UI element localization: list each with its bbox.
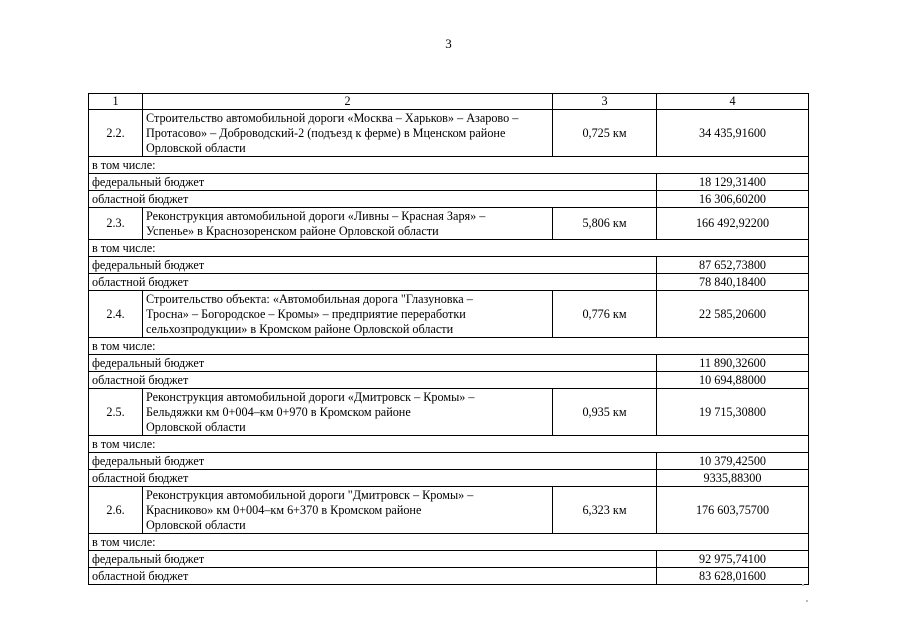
scan-speck	[802, 584, 804, 586]
project-length: 0,776 км	[553, 291, 657, 338]
federal-budget-row	[89, 551, 809, 568]
regional-budget-amount: 78 840,18400	[657, 274, 809, 291]
including-row	[89, 338, 809, 355]
federal-budget-amount: 18 129,31400	[657, 174, 809, 191]
project-amount: 19 715,30800	[657, 389, 809, 436]
description-line: Протасово» – Доброводский-2 (подъезд к ферме) в Мценском районе	[146, 125, 506, 140]
federal-budget-row	[89, 257, 809, 274]
project-number: 2.2.	[89, 110, 143, 157]
federal-budget-label: федеральный бюджет	[89, 257, 657, 274]
including-label: в том числе:	[89, 338, 809, 355]
regional-budget-row	[89, 274, 809, 291]
regional-budget-row	[89, 191, 809, 208]
project-amount: 22 585,20600	[657, 291, 809, 338]
project-description	[143, 487, 553, 534]
description-line: Орловской области	[146, 517, 246, 532]
federal-budget-label: федеральный бюджет	[89, 453, 657, 470]
including-label: в том числе:	[89, 240, 809, 257]
regional-budget-row	[89, 372, 809, 389]
project-number: 2.3.	[89, 208, 143, 240]
federal-budget-label: федеральный бюджет	[89, 174, 657, 191]
federal-budget-label: федеральный бюджет	[89, 551, 657, 568]
regional-budget-label: областной бюджет	[89, 191, 657, 208]
description-line: Тросна» – Богородское – Кромы» – предприятие переработки	[146, 306, 466, 321]
description-line: Бельдяжки км 0+004–км 0+970 в Кромском районе	[146, 404, 411, 419]
project-row	[89, 487, 809, 534]
regional-budget-label: областной бюджет	[89, 568, 657, 585]
project-length: 6,323 км	[553, 487, 657, 534]
page-number: 3	[445, 36, 452, 51]
project-amount: 176 603,75700	[657, 487, 809, 534]
description-line: Реконструкция автомобильной дороги «Ливны – Красная Заря» –	[146, 208, 486, 223]
project-number: 2.6.	[89, 487, 143, 534]
regional-budget-amount: 9335,88300	[657, 470, 809, 487]
scan-speck	[806, 600, 808, 602]
header-col-3: 3	[553, 94, 657, 110]
description-line: Реконструкция автомобильной дороги "Дмитровск – Кромы» –	[146, 487, 474, 502]
project-row	[89, 389, 809, 436]
description-line: Орловской области	[146, 419, 246, 434]
project-description	[143, 291, 553, 338]
federal-budget-amount: 10 379,42500	[657, 453, 809, 470]
federal-budget-amount: 92 975,74100	[657, 551, 809, 568]
description-line: Орловской области	[146, 140, 246, 155]
including-row	[89, 436, 809, 453]
project-row	[89, 291, 809, 338]
project-length: 5,806 км	[553, 208, 657, 240]
federal-budget-row	[89, 453, 809, 470]
project-number: 2.5.	[89, 389, 143, 436]
project-amount: 34 435,91600	[657, 110, 809, 157]
project-description	[143, 208, 553, 240]
regional-budget-label: областной бюджет	[89, 372, 657, 389]
regional-budget-row	[89, 568, 809, 585]
including-label: в том числе:	[89, 157, 809, 174]
federal-budget-amount: 11 890,32600	[657, 355, 809, 372]
description-line: Строительство автомобильной дороги «Москва – Харьков» – Азарово –	[146, 110, 519, 125]
including-label: в том числе:	[89, 534, 809, 551]
project-description	[143, 389, 553, 436]
regional-budget-amount: 10 694,88000	[657, 372, 809, 389]
regional-budget-amount: 16 306,60200	[657, 191, 809, 208]
description-line: Реконструкция автомобильной дороги «Дмитровск – Кромы» –	[146, 389, 475, 404]
including-row	[89, 157, 809, 174]
including-label: в том числе:	[89, 436, 809, 453]
description-line: Успенье» в Краснозоренском районе Орловской области	[146, 223, 439, 238]
including-row	[89, 534, 809, 551]
including-row	[89, 240, 809, 257]
project-number: 2.4.	[89, 291, 143, 338]
description-line: сельхозпродукции» в Кромском районе Орловской области	[146, 321, 454, 336]
project-length: 0,935 км	[553, 389, 657, 436]
description-line: Красниково» км 0+004–км 6+370 в Кромском районе	[146, 502, 422, 517]
budget-table	[88, 93, 809, 585]
project-amount: 166 492,92200	[657, 208, 809, 240]
project-length: 0,725 км	[553, 110, 657, 157]
federal-budget-row	[89, 355, 809, 372]
federal-budget-amount: 87 652,73800	[657, 257, 809, 274]
regional-budget-label: областной бюджет	[89, 470, 657, 487]
project-description	[143, 110, 553, 157]
header-col-2: 2	[143, 94, 553, 110]
project-row	[89, 110, 809, 157]
project-row	[89, 208, 809, 240]
regional-budget-amount: 83 628,01600	[657, 568, 809, 585]
header-col-4: 4	[657, 94, 809, 110]
regional-budget-row	[89, 470, 809, 487]
regional-budget-label: областной бюджет	[89, 274, 657, 291]
federal-budget-row	[89, 174, 809, 191]
federal-budget-label: федеральный бюджет	[89, 355, 657, 372]
description-line: Строительство объекта: «Автомобильная дорога "Глазуновка –	[146, 291, 473, 306]
header-col-1: 1	[89, 94, 143, 110]
table-header-row	[89, 94, 809, 110]
